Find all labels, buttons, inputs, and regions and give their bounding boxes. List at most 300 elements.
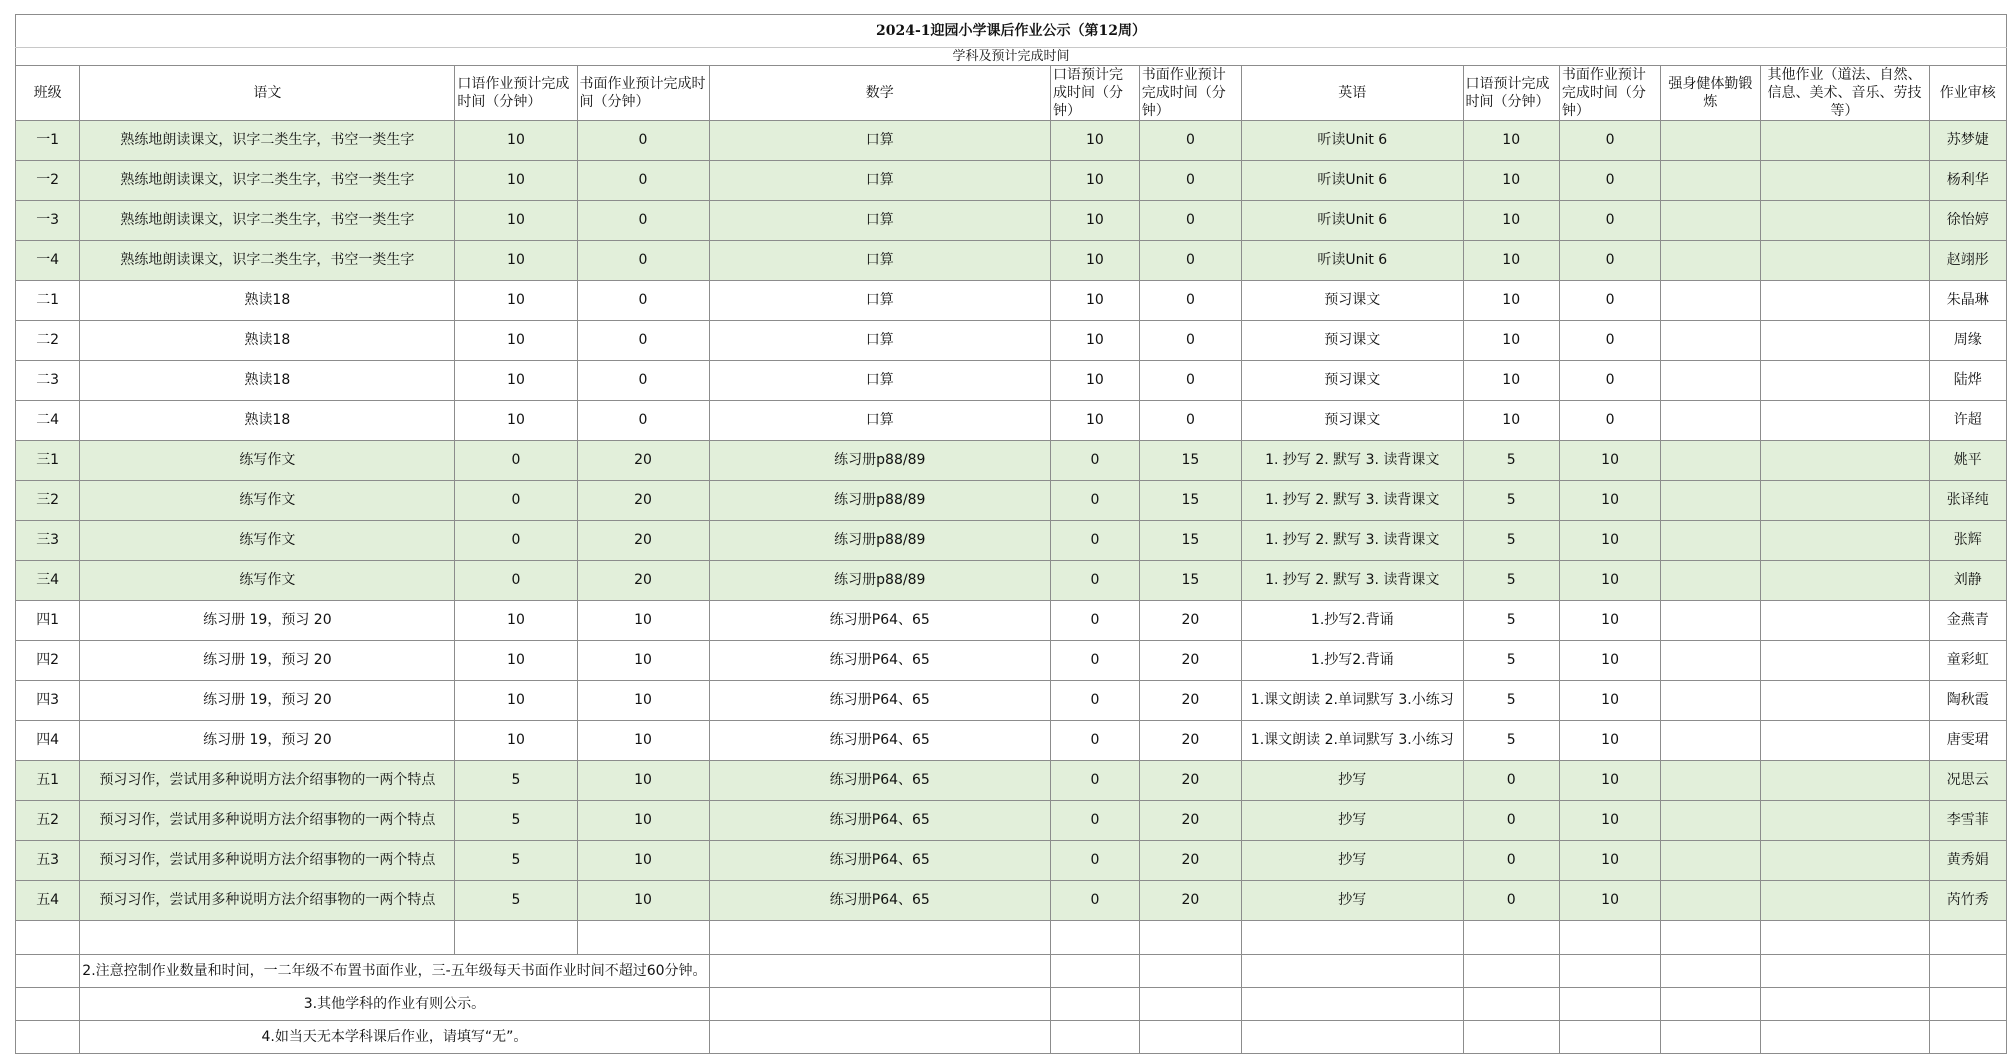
cell-other[interactable]	[1760, 361, 1929, 401]
cell-english-oral[interactable]: 5	[1463, 561, 1559, 601]
cell-english-oral[interactable]: 0	[1463, 801, 1559, 841]
cell-chinese-oral[interactable]: 10	[455, 241, 577, 281]
cell-chinese[interactable]: 练习册 19，预习 20	[80, 601, 455, 641]
cell-chinese[interactable]: 熟练地朗读课文，识字二类生字，书空一类生字	[80, 201, 455, 241]
cell-math-oral[interactable]: 10	[1051, 241, 1140, 281]
header-chinese-oral[interactable]: 口语作业预计完成时间（分钟）	[455, 66, 577, 121]
empty-cell[interactable]	[1242, 955, 1464, 988]
cell-english[interactable]: 1.抄写2.背诵	[1242, 641, 1464, 681]
cell-chinese[interactable]: 预习习作，尝试用多种说明方法介绍事物的一两个特点	[80, 801, 455, 841]
empty-cell[interactable]	[1929, 988, 2007, 1021]
cell-pe[interactable]	[1661, 441, 1760, 481]
cell-pe[interactable]	[1661, 841, 1760, 881]
cell-other[interactable]	[1760, 161, 1929, 201]
cell-english-written[interactable]: 10	[1559, 801, 1660, 841]
cell-chinese-oral[interactable]: 5	[455, 881, 577, 921]
cell-math[interactable]: 练习册P64、65	[709, 801, 1051, 841]
cell-math-oral[interactable]: 0	[1051, 881, 1140, 921]
cell-class[interactable]: 四2	[16, 641, 80, 681]
cell-class[interactable]: 五2	[16, 801, 80, 841]
cell-chinese-written[interactable]: 10	[577, 801, 709, 841]
cell-class[interactable]: 三4	[16, 561, 80, 601]
cell-class[interactable]: 一2	[16, 161, 80, 201]
cell-chinese[interactable]: 练习册 19，预习 20	[80, 721, 455, 761]
cell-english-written[interactable]: 10	[1559, 841, 1660, 881]
cell-english-oral[interactable]: 5	[1463, 521, 1559, 561]
cell-english-written[interactable]: 0	[1559, 321, 1660, 361]
cell-chinese-oral[interactable]: 10	[455, 281, 577, 321]
cell-english-written[interactable]: 10	[1559, 561, 1660, 601]
cell-math-oral[interactable]: 0	[1051, 681, 1140, 721]
cell-other[interactable]	[1760, 681, 1929, 721]
cell-math-oral[interactable]: 0	[1051, 561, 1140, 601]
cell-chinese-written[interactable]: 0	[577, 281, 709, 321]
empty-cell[interactable]	[1139, 988, 1241, 1021]
note-blank-cell[interactable]	[16, 1021, 80, 1054]
cell-chinese-oral[interactable]: 10	[455, 161, 577, 201]
cell-pe[interactable]	[1661, 881, 1760, 921]
cell-math-written[interactable]: 0	[1139, 201, 1241, 241]
cell-other[interactable]	[1760, 601, 1929, 641]
empty-cell[interactable]	[1242, 921, 1464, 955]
empty-cell[interactable]	[1051, 988, 1140, 1021]
cell-english-oral[interactable]: 0	[1463, 841, 1559, 881]
cell-english-oral[interactable]: 10	[1463, 121, 1559, 161]
cell-english[interactable]: 预习课文	[1242, 281, 1464, 321]
cell-math-oral[interactable]: 0	[1051, 841, 1140, 881]
header-math[interactable]: 数学	[709, 66, 1051, 121]
cell-math-written[interactable]: 15	[1139, 561, 1241, 601]
cell-reviewer[interactable]: 姚平	[1929, 441, 2007, 481]
cell-math-oral[interactable]: 10	[1051, 281, 1140, 321]
cell-math-written[interactable]: 20	[1139, 841, 1241, 881]
cell-chinese-oral[interactable]: 10	[455, 721, 577, 761]
cell-english-written[interactable]: 10	[1559, 521, 1660, 561]
cell-english-oral[interactable]: 0	[1463, 881, 1559, 921]
cell-english[interactable]: 1.课文朗读 2.单词默写 3.小练习	[1242, 721, 1464, 761]
cell-chinese-written[interactable]: 10	[577, 721, 709, 761]
cell-other[interactable]	[1760, 561, 1929, 601]
header-pe[interactable]: 强身健体勤锻炼	[1661, 66, 1760, 121]
cell-chinese-oral[interactable]: 10	[455, 201, 577, 241]
cell-other[interactable]	[1760, 801, 1929, 841]
cell-chinese[interactable]: 练习册 19，预习 20	[80, 641, 455, 681]
cell-english-oral[interactable]: 10	[1463, 281, 1559, 321]
empty-cell[interactable]	[1559, 988, 1660, 1021]
cell-chinese[interactable]: 熟读18	[80, 401, 455, 441]
cell-chinese[interactable]: 熟练地朗读课文，识字二类生字，书空一类生字	[80, 161, 455, 201]
cell-english[interactable]: 听读Unit 6	[1242, 241, 1464, 281]
cell-math-written[interactable]: 15	[1139, 441, 1241, 481]
cell-other[interactable]	[1760, 321, 1929, 361]
cell-chinese-oral[interactable]: 10	[455, 401, 577, 441]
cell-math-oral[interactable]: 0	[1051, 601, 1140, 641]
empty-cell[interactable]	[1661, 988, 1760, 1021]
cell-math[interactable]: 口算	[709, 401, 1051, 441]
cell-pe[interactable]	[1661, 201, 1760, 241]
cell-math-written[interactable]: 0	[1139, 401, 1241, 441]
cell-english[interactable]: 预习课文	[1242, 361, 1464, 401]
cell-english-written[interactable]: 0	[1559, 401, 1660, 441]
cell-math-written[interactable]: 15	[1139, 481, 1241, 521]
cell-pe[interactable]	[1661, 681, 1760, 721]
empty-cell[interactable]	[1929, 1021, 2007, 1054]
cell-reviewer[interactable]: 金燕青	[1929, 601, 2007, 641]
cell-chinese[interactable]: 练写作文	[80, 521, 455, 561]
cell-english-oral[interactable]: 10	[1463, 201, 1559, 241]
cell-class[interactable]: 五3	[16, 841, 80, 881]
header-class[interactable]: 班级	[16, 66, 80, 121]
cell-english-written[interactable]: 0	[1559, 201, 1660, 241]
cell-chinese[interactable]: 预习习作，尝试用多种说明方法介绍事物的一两个特点	[80, 761, 455, 801]
cell-math-written[interactable]: 20	[1139, 681, 1241, 721]
cell-math[interactable]: 练习册P64、65	[709, 841, 1051, 881]
cell-english[interactable]: 抄写	[1242, 761, 1464, 801]
note-blank-cell[interactable]	[16, 921, 80, 955]
cell-class[interactable]: 一3	[16, 201, 80, 241]
cell-pe[interactable]	[1661, 121, 1760, 161]
empty-cell[interactable]	[1463, 988, 1559, 1021]
cell-english-written[interactable]: 10	[1559, 681, 1660, 721]
empty-cell[interactable]	[1661, 921, 1760, 955]
empty-cell[interactable]	[1559, 955, 1660, 988]
empty-cell[interactable]	[709, 955, 1051, 988]
cell-reviewer[interactable]: 黄秀娟	[1929, 841, 2007, 881]
empty-cell[interactable]	[455, 921, 577, 955]
cell-math-oral[interactable]: 0	[1051, 481, 1140, 521]
cell-pe[interactable]	[1661, 761, 1760, 801]
cell-english-written[interactable]: 10	[1559, 641, 1660, 681]
cell-english-oral[interactable]: 0	[1463, 761, 1559, 801]
cell-other[interactable]	[1760, 761, 1929, 801]
cell-chinese-written[interactable]: 20	[577, 441, 709, 481]
cell-english[interactable]: 1.课文朗读 2.单词默写 3.小练习	[1242, 681, 1464, 721]
cell-english[interactable]: 抄写	[1242, 881, 1464, 921]
empty-cell[interactable]	[709, 1021, 1051, 1054]
cell-other[interactable]	[1760, 721, 1929, 761]
cell-english-oral[interactable]: 5	[1463, 641, 1559, 681]
cell-chinese[interactable]: 练习册 19，预习 20	[80, 681, 455, 721]
cell-math-oral[interactable]: 0	[1051, 761, 1140, 801]
cell-math[interactable]: 口算	[709, 241, 1051, 281]
cell-chinese[interactable]: 熟读18	[80, 281, 455, 321]
cell-math[interactable]: 练习册p88/89	[709, 441, 1051, 481]
cell-chinese[interactable]: 预习习作，尝试用多种说明方法介绍事物的一两个特点	[80, 881, 455, 921]
cell-chinese-written[interactable]: 20	[577, 561, 709, 601]
cell-english[interactable]: 听读Unit 6	[1242, 161, 1464, 201]
cell-math-written[interactable]: 0	[1139, 161, 1241, 201]
cell-pe[interactable]	[1661, 641, 1760, 681]
cell-chinese-oral[interactable]: 5	[455, 841, 577, 881]
cell-english[interactable]: 听读Unit 6	[1242, 201, 1464, 241]
cell-reviewer[interactable]: 张译纯	[1929, 481, 2007, 521]
cell-reviewer[interactable]: 李雪菲	[1929, 801, 2007, 841]
cell-english-written[interactable]: 10	[1559, 721, 1660, 761]
cell-english[interactable]: 1. 抄写 2. 默写 3. 读背课文	[1242, 441, 1464, 481]
cell-chinese-written[interactable]: 0	[577, 361, 709, 401]
cell-chinese-written[interactable]: 10	[577, 841, 709, 881]
cell-other[interactable]	[1760, 841, 1929, 881]
cell-chinese-oral[interactable]: 5	[455, 761, 577, 801]
cell-other[interactable]	[1760, 441, 1929, 481]
header-chinese-written[interactable]: 书面作业预计完成时间（分钟）	[577, 66, 709, 121]
cell-math[interactable]: 口算	[709, 321, 1051, 361]
cell-reviewer[interactable]: 刘静	[1929, 561, 2007, 601]
note-text[interactable]	[80, 921, 455, 955]
cell-chinese-written[interactable]: 0	[577, 321, 709, 361]
cell-other[interactable]	[1760, 521, 1929, 561]
cell-pe[interactable]	[1661, 601, 1760, 641]
cell-chinese[interactable]: 练写作文	[80, 481, 455, 521]
cell-math[interactable]: 练习册P64、65	[709, 681, 1051, 721]
cell-chinese-written[interactable]: 10	[577, 881, 709, 921]
cell-english[interactable]: 1.抄写2.背诵	[1242, 601, 1464, 641]
cell-english-written[interactable]: 10	[1559, 761, 1660, 801]
cell-math-oral[interactable]: 10	[1051, 361, 1140, 401]
cell-other[interactable]	[1760, 121, 1929, 161]
cell-reviewer[interactable]: 徐怡婷	[1929, 201, 2007, 241]
cell-class[interactable]: 五4	[16, 881, 80, 921]
cell-english-oral[interactable]: 5	[1463, 441, 1559, 481]
header-other[interactable]: 其他作业（道法、自然、信息、美术、音乐、劳技等）	[1760, 66, 1929, 121]
cell-english-oral[interactable]: 5	[1463, 601, 1559, 641]
cell-reviewer[interactable]: 朱晶琳	[1929, 281, 2007, 321]
cell-english-written[interactable]: 0	[1559, 241, 1660, 281]
cell-chinese-written[interactable]: 10	[577, 641, 709, 681]
cell-reviewer[interactable]: 苏梦婕	[1929, 121, 2007, 161]
empty-cell[interactable]	[1559, 921, 1660, 955]
cell-math[interactable]: 练习册p88/89	[709, 481, 1051, 521]
cell-class[interactable]: 四4	[16, 721, 80, 761]
header-chinese[interactable]: 语文	[80, 66, 455, 121]
cell-pe[interactable]	[1661, 721, 1760, 761]
cell-math-written[interactable]: 20	[1139, 601, 1241, 641]
cell-chinese-oral[interactable]: 10	[455, 121, 577, 161]
cell-english-oral[interactable]: 10	[1463, 361, 1559, 401]
cell-pe[interactable]	[1661, 241, 1760, 281]
cell-math-written[interactable]: 20	[1139, 801, 1241, 841]
cell-pe[interactable]	[1661, 321, 1760, 361]
cell-english-written[interactable]: 10	[1559, 601, 1660, 641]
cell-english-oral[interactable]: 10	[1463, 401, 1559, 441]
cell-pe[interactable]	[1661, 401, 1760, 441]
cell-chinese-written[interactable]: 0	[577, 161, 709, 201]
cell-english-written[interactable]: 0	[1559, 361, 1660, 401]
cell-english[interactable]: 预习课文	[1242, 321, 1464, 361]
cell-chinese-oral[interactable]: 10	[455, 321, 577, 361]
empty-cell[interactable]	[709, 921, 1051, 955]
empty-cell[interactable]	[1929, 921, 2007, 955]
cell-class[interactable]: 四1	[16, 601, 80, 641]
cell-math[interactable]: 练习册P64、65	[709, 601, 1051, 641]
cell-chinese[interactable]: 熟练地朗读课文，识字二类生字，书空一类生字	[80, 121, 455, 161]
cell-class[interactable]: 三2	[16, 481, 80, 521]
cell-pe[interactable]	[1661, 481, 1760, 521]
empty-cell[interactable]	[1051, 921, 1140, 955]
cell-reviewer[interactable]: 陆烨	[1929, 361, 2007, 401]
cell-english-written[interactable]: 0	[1559, 281, 1660, 321]
cell-other[interactable]	[1760, 881, 1929, 921]
empty-cell[interactable]	[1463, 921, 1559, 955]
cell-math-oral[interactable]: 0	[1051, 721, 1140, 761]
cell-english-written[interactable]: 0	[1559, 161, 1660, 201]
empty-cell[interactable]	[1661, 1021, 1760, 1054]
empty-cell[interactable]	[1242, 988, 1464, 1021]
cell-class[interactable]: 一1	[16, 121, 80, 161]
cell-math-written[interactable]: 0	[1139, 361, 1241, 401]
cell-chinese[interactable]: 熟读18	[80, 361, 455, 401]
note-text[interactable]: 4.如当天无本学科课后作业，请填写“无”。	[80, 1021, 709, 1054]
sheet-title[interactable]: 2024-1迎园小学课后作业公示（第12周）	[16, 15, 2007, 48]
cell-pe[interactable]	[1661, 281, 1760, 321]
header-english-written[interactable]: 书面作业预计完成时间（分钟）	[1559, 66, 1660, 121]
cell-chinese[interactable]: 练写作文	[80, 441, 455, 481]
cell-math[interactable]: 练习册p88/89	[709, 561, 1051, 601]
cell-other[interactable]	[1760, 201, 1929, 241]
cell-math-written[interactable]: 0	[1139, 281, 1241, 321]
cell-chinese-written[interactable]: 0	[577, 121, 709, 161]
cell-other[interactable]	[1760, 641, 1929, 681]
cell-chinese[interactable]: 熟练地朗读课文，识字二类生字，书空一类生字	[80, 241, 455, 281]
note-text[interactable]: 3.其他学科的作业有则公示。	[80, 988, 709, 1021]
empty-cell[interactable]	[1242, 1021, 1464, 1054]
cell-english-oral[interactable]: 10	[1463, 241, 1559, 281]
cell-math-oral[interactable]: 0	[1051, 801, 1140, 841]
cell-math-oral[interactable]: 10	[1051, 401, 1140, 441]
cell-reviewer[interactable]: 杨利华	[1929, 161, 2007, 201]
cell-math[interactable]: 口算	[709, 161, 1051, 201]
cell-chinese-oral[interactable]: 0	[455, 561, 577, 601]
cell-pe[interactable]	[1661, 801, 1760, 841]
note-text[interactable]: 2.注意控制作业数量和时间，一二年级不布置书面作业，三-五年级每天书面作业时间不超过60分钟。	[80, 955, 709, 988]
cell-math-written[interactable]: 20	[1139, 761, 1241, 801]
empty-cell[interactable]	[1760, 921, 1929, 955]
cell-class[interactable]: 三1	[16, 441, 80, 481]
cell-math-oral[interactable]: 10	[1051, 121, 1140, 161]
cell-other[interactable]	[1760, 401, 1929, 441]
cell-english[interactable]: 抄写	[1242, 841, 1464, 881]
cell-chinese-oral[interactable]: 0	[455, 441, 577, 481]
cell-math[interactable]: 练习册P64、65	[709, 761, 1051, 801]
cell-english-written[interactable]: 10	[1559, 481, 1660, 521]
cell-math-oral[interactable]: 10	[1051, 321, 1140, 361]
cell-math[interactable]: 练习册P64、65	[709, 641, 1051, 681]
cell-pe[interactable]	[1661, 161, 1760, 201]
empty-cell[interactable]	[709, 988, 1051, 1021]
cell-english[interactable]: 听读Unit 6	[1242, 121, 1464, 161]
cell-english[interactable]: 预习课文	[1242, 401, 1464, 441]
subject-group-header[interactable]: 学科及预计完成时间	[16, 48, 2007, 66]
empty-cell[interactable]	[1760, 955, 1929, 988]
cell-chinese-written[interactable]: 10	[577, 601, 709, 641]
cell-chinese-written[interactable]: 10	[577, 761, 709, 801]
cell-reviewer[interactable]: 赵翊彤	[1929, 241, 2007, 281]
cell-chinese-oral[interactable]: 10	[455, 601, 577, 641]
header-math-written[interactable]: 书面作业预计完成时间（分钟）	[1139, 66, 1241, 121]
cell-math-oral[interactable]: 0	[1051, 641, 1140, 681]
cell-math-written[interactable]: 0	[1139, 121, 1241, 161]
cell-math[interactable]: 练习册p88/89	[709, 521, 1051, 561]
cell-english-oral[interactable]: 5	[1463, 721, 1559, 761]
cell-chinese-written[interactable]: 10	[577, 681, 709, 721]
cell-chinese-oral[interactable]: 10	[455, 641, 577, 681]
cell-class[interactable]: 一4	[16, 241, 80, 281]
cell-english[interactable]: 1. 抄写 2. 默写 3. 读背课文	[1242, 561, 1464, 601]
cell-math-written[interactable]: 20	[1139, 721, 1241, 761]
cell-chinese[interactable]: 预习习作，尝试用多种说明方法介绍事物的一两个特点	[80, 841, 455, 881]
empty-cell[interactable]	[1463, 955, 1559, 988]
cell-math[interactable]: 练习册P64、65	[709, 881, 1051, 921]
empty-cell[interactable]	[1139, 955, 1241, 988]
cell-reviewer[interactable]: 张辉	[1929, 521, 2007, 561]
cell-english-written[interactable]: 0	[1559, 121, 1660, 161]
cell-reviewer[interactable]: 周缘	[1929, 321, 2007, 361]
cell-english-oral[interactable]: 5	[1463, 681, 1559, 721]
cell-reviewer[interactable]: 陶秋霞	[1929, 681, 2007, 721]
empty-cell[interactable]	[1929, 955, 2007, 988]
header-english-oral[interactable]: 口语预计完成时间（分钟）	[1463, 66, 1559, 121]
cell-math-oral[interactable]: 0	[1051, 441, 1140, 481]
cell-chinese-oral[interactable]: 10	[455, 361, 577, 401]
cell-chinese-written[interactable]: 20	[577, 481, 709, 521]
cell-other[interactable]	[1760, 481, 1929, 521]
cell-english-written[interactable]: 10	[1559, 441, 1660, 481]
cell-chinese-written[interactable]: 0	[577, 241, 709, 281]
empty-cell[interactable]	[1139, 921, 1241, 955]
cell-reviewer[interactable]: 芮竹秀	[1929, 881, 2007, 921]
cell-math-written[interactable]: 15	[1139, 521, 1241, 561]
cell-english[interactable]: 1. 抄写 2. 默写 3. 读背课文	[1242, 481, 1464, 521]
cell-class[interactable]: 二4	[16, 401, 80, 441]
empty-cell[interactable]	[1051, 955, 1140, 988]
cell-english-oral[interactable]: 10	[1463, 321, 1559, 361]
cell-chinese-written[interactable]: 0	[577, 201, 709, 241]
cell-english[interactable]: 抄写	[1242, 801, 1464, 841]
empty-cell[interactable]	[1661, 955, 1760, 988]
cell-math-written[interactable]: 20	[1139, 881, 1241, 921]
cell-chinese-written[interactable]: 0	[577, 401, 709, 441]
cell-reviewer[interactable]: 况思云	[1929, 761, 2007, 801]
cell-chinese-oral[interactable]: 10	[455, 681, 577, 721]
cell-math[interactable]: 口算	[709, 281, 1051, 321]
cell-math-written[interactable]: 0	[1139, 241, 1241, 281]
cell-chinese-oral[interactable]: 0	[455, 521, 577, 561]
cell-english-oral[interactable]: 5	[1463, 481, 1559, 521]
cell-other[interactable]	[1760, 281, 1929, 321]
header-english[interactable]: 英语	[1242, 66, 1464, 121]
empty-cell[interactable]	[1760, 988, 1929, 1021]
empty-cell[interactable]	[1463, 1021, 1559, 1054]
header-math-oral[interactable]: 口语预计完成时间（分钟）	[1051, 66, 1140, 121]
empty-cell[interactable]	[1051, 1021, 1140, 1054]
cell-math-oral[interactable]: 10	[1051, 201, 1140, 241]
cell-english[interactable]: 1. 抄写 2. 默写 3. 读背课文	[1242, 521, 1464, 561]
empty-cell[interactable]	[1760, 1021, 1929, 1054]
cell-chinese[interactable]: 熟读18	[80, 321, 455, 361]
cell-math-oral[interactable]: 0	[1051, 521, 1140, 561]
cell-math[interactable]: 练习册P64、65	[709, 721, 1051, 761]
cell-chinese-oral[interactable]: 0	[455, 481, 577, 521]
cell-english-written[interactable]: 10	[1559, 881, 1660, 921]
cell-class[interactable]: 五1	[16, 761, 80, 801]
cell-class[interactable]: 二2	[16, 321, 80, 361]
note-blank-cell[interactable]	[16, 988, 80, 1021]
cell-chinese-written[interactable]: 20	[577, 521, 709, 561]
empty-cell[interactable]	[1559, 1021, 1660, 1054]
cell-math[interactable]: 口算	[709, 361, 1051, 401]
empty-cell[interactable]	[1139, 1021, 1241, 1054]
cell-class[interactable]: 三3	[16, 521, 80, 561]
